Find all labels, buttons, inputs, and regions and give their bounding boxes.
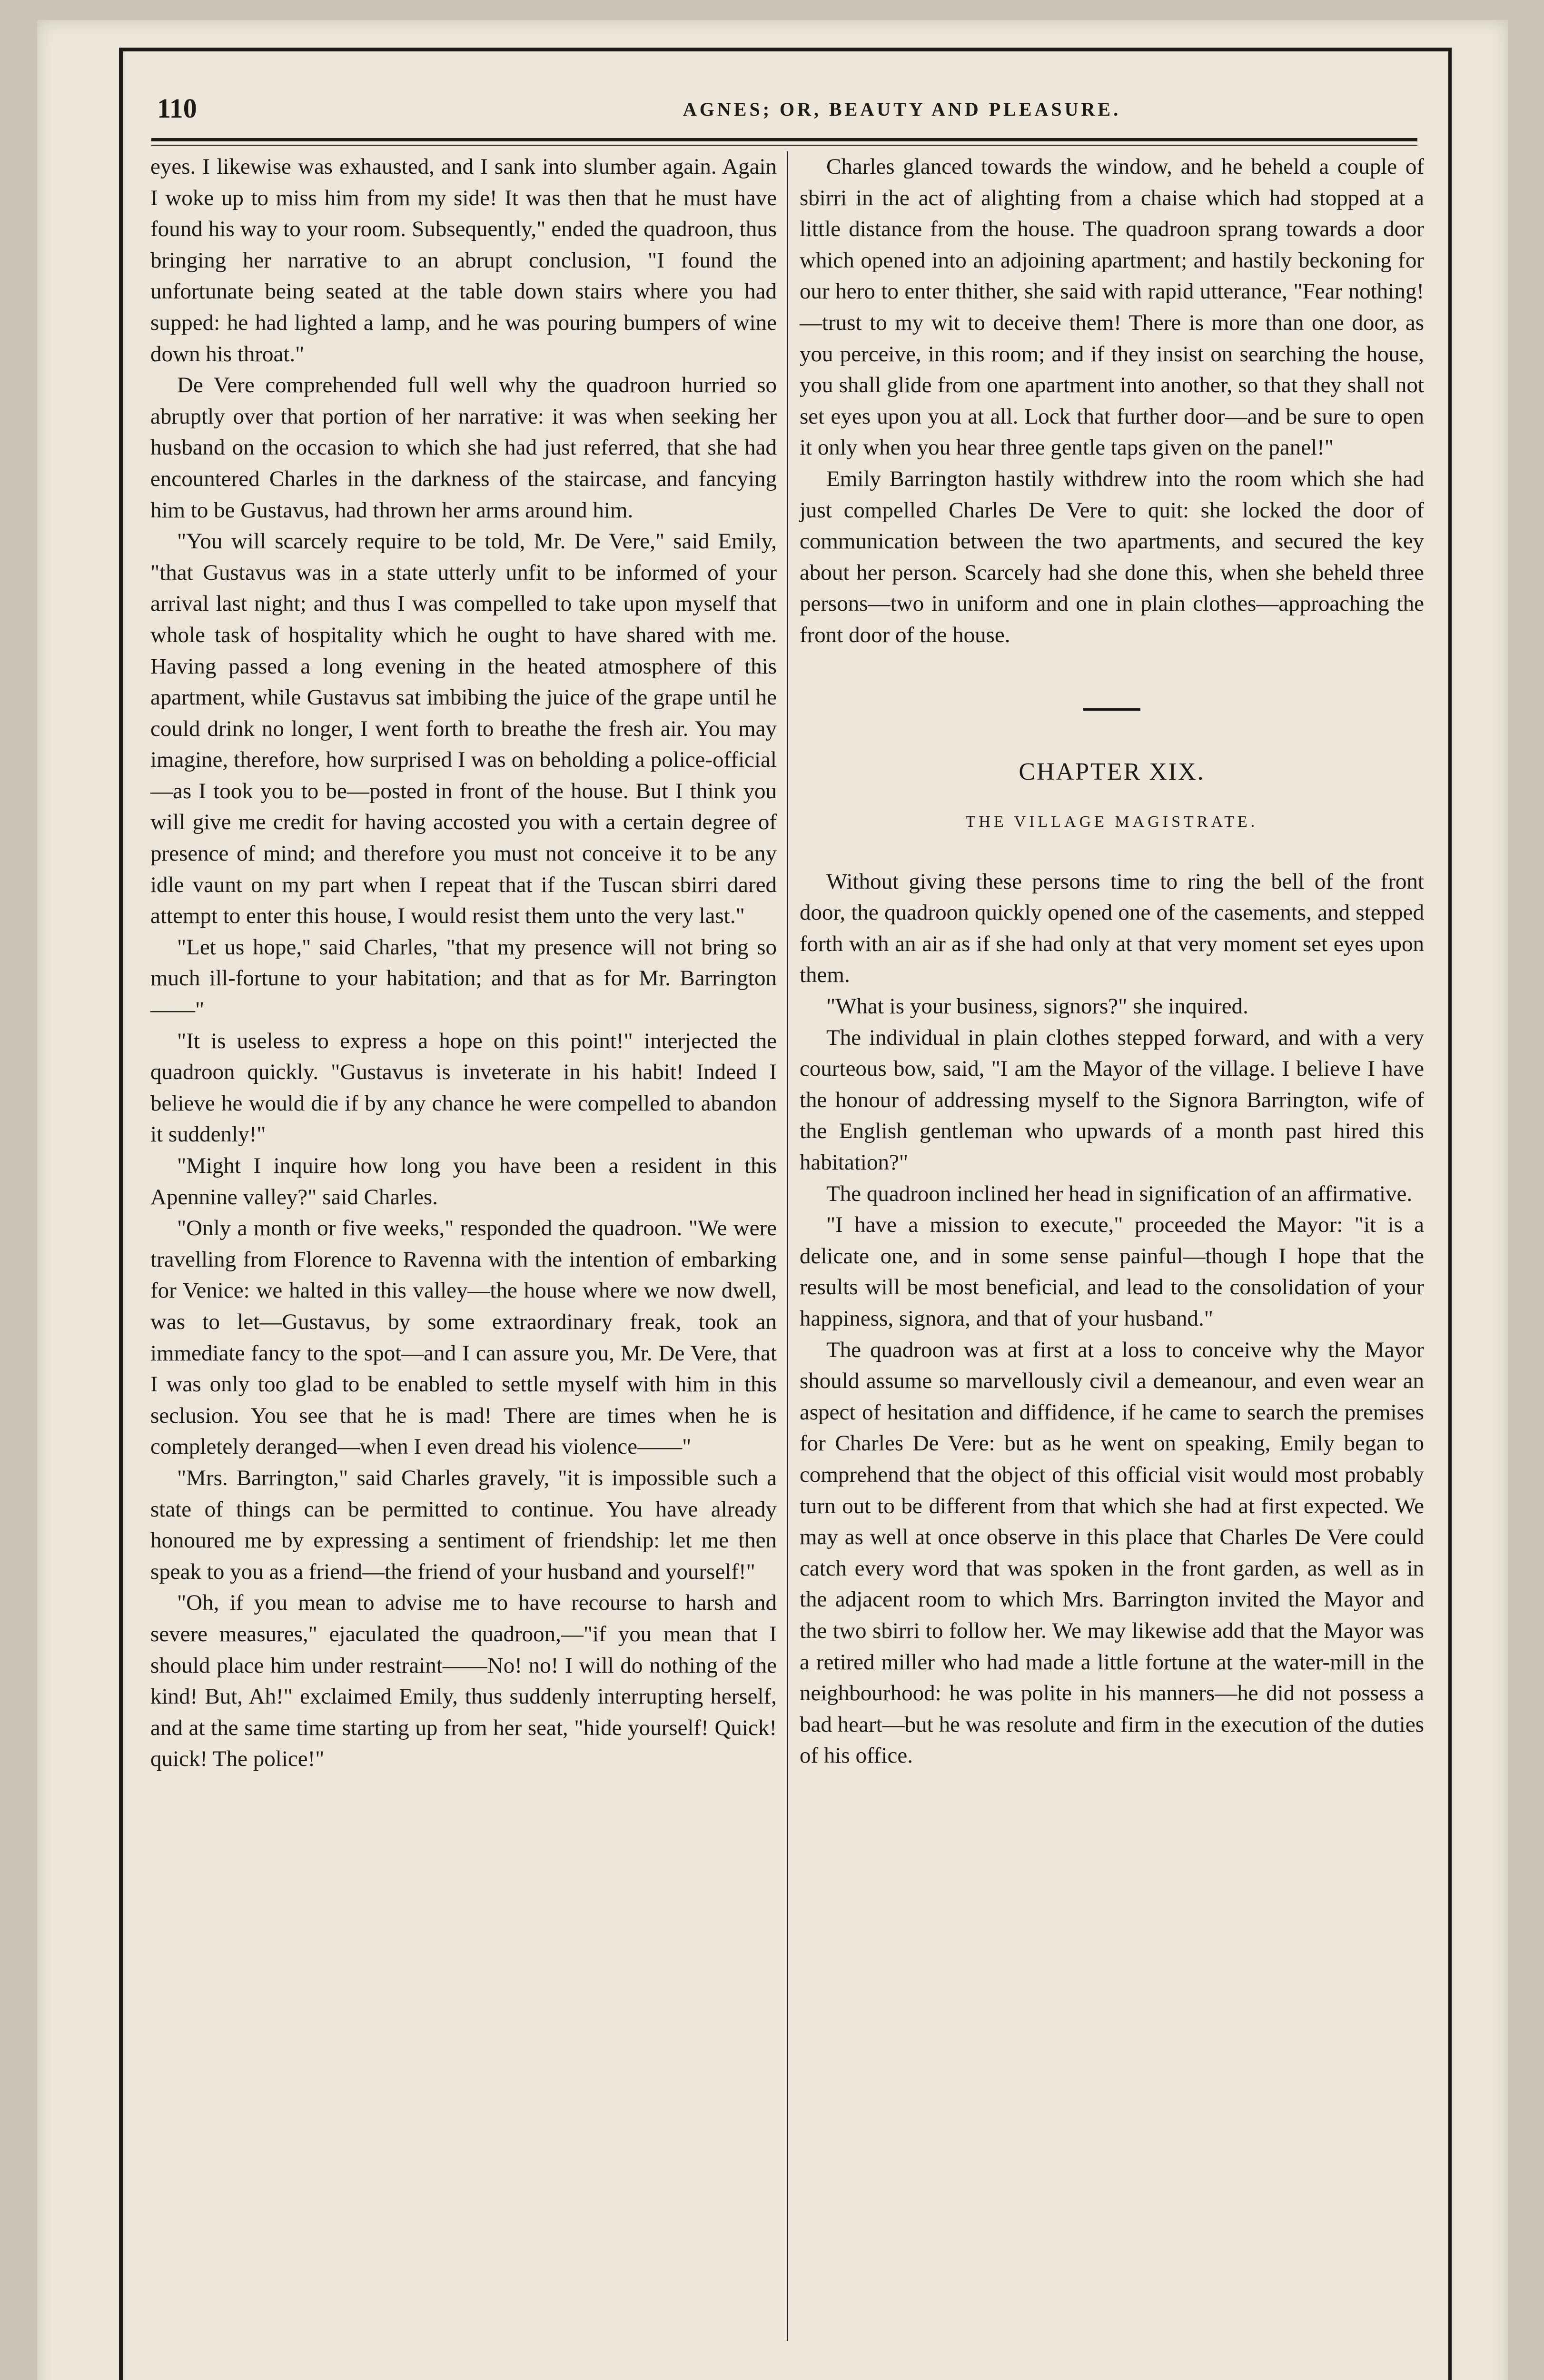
paragraph: The quadroon inclined her head in signification of an affirmative.	[826, 1181, 1413, 1206]
chapter-separator-rule	[1083, 708, 1140, 711]
paragraph: "What is your business, signors?" she inquired.	[826, 994, 1248, 1019]
page-header	[157, 89, 1409, 128]
header-rule	[151, 138, 1417, 141]
paragraph: "I have a mission to execute," proceeded the Mayor: "it is a delicate one, and in some sense painful—though I hope that the results will be most beneficial, and lead to the consolidation of your happiness, signora, and that of your husband."	[800, 1212, 1424, 1331]
right-column	[800, 151, 1424, 1772]
header-rule-thin	[151, 145, 1417, 146]
paragraph: The quadroon was at first at a loss to conceive why the Mayor should assume so marvellously civil a demeanour, and even wear an aspect of hesitation and diffidence, if he came to search the premises for Charles De Vere: but as he went on speaking, Emily began to comprehend that the object of this official visit would most probably turn out to be different from that which she had at first expected. We may as well at once observe in this place that Charles De Vere could catch every word that was spoken in the front garden, as well as in the adjacent room to which Mrs. Barrington invited the Mayor and the two sbirri to follow her. We may likewise add that the Mayor was a retired miller who had made a little fortune at the water-mill in the neighbourhood: he was polite in his manners—he did not possess a bad heart—but he was resolute and firm in the execution of the duties of his office.	[800, 1337, 1424, 1768]
column-divider	[787, 151, 788, 2341]
paragraph: "Mrs. Barrington," said Charles gravely, "it is impossible such a state of things can be permitted to continue. You have already honoured me by expressing a sentiment of friendship: let me then speak to you as a friend—the friend of your husband and yourself!"	[150, 1465, 777, 1584]
paragraph: Without giving these persons time to ring the bell of the front door, the quadroon quickly opened one of the casements, and stepped forth with an air as if she had only at that very moment set eyes upon them.	[800, 869, 1424, 988]
paragraph: The individual in plain clothes stepped forward, and with a very courteous bow, said, "I am the Mayor of the village. I believe I have the honour of addressing myself to the Signora Barrington, wife of the English gentleman who upwards of a month past hired this habitation?"	[800, 1025, 1424, 1175]
left-column	[150, 151, 777, 1775]
paragraph: "Only a month or five weeks," responded the quadroon. "We were travelling from Florence to Ravenna with the intention of embarking for Venice: we halted in this valley—the house where we now dwell, was to let—Gustavus, by some extraordinary freak, took an immediate fancy to the spot—and I can assure you, Mr. De Vere, that I was only too glad to be enabled to settle myself with him in this seclusion. You see that he is mad! There are times when he is completely deranged—when I even dread his violence——"	[150, 1216, 777, 1459]
paragraph: Charles glanced towards the window, and he beheld a couple of sbirri in the act of alighting from a chaise which had stopped at a little distance from the house. The quadroon sprang towards a door which opened into an adjoining apartment; and hastily beckoning for our hero to enter thither, she said with rapid utterance, "Fear nothing!—trust to my wit to deceive them! There is more than one door, as you perceive, in this room; and if they insist on searching the house, you shall glide from one apartment into another, so that they shall not set eyes upon you at all. Lock that further door—and be sure to open it only when you hear three gentle taps given on the panel!"	[800, 154, 1424, 460]
running-title: AGNES; OR, BEAUTY AND PLEASURE.	[683, 99, 1121, 120]
chapter-title: CHAPTER XIX.	[1019, 758, 1205, 785]
paragraph: "You will scarcely require to be told, Mr. De Vere," said Emily, "that Gustavus was in a state utterly unfit to be informed of your arrival last night; and thus I was compelled to take upon myself that whole task of hospitality which he ought to have shared with me. Having passed a long evening in the heated atmosphere of this apartment, while Gustavus sat imbibing the juice of the grape until he could drink no longer, I went forth to breathe the fresh air. You may imagine, therefore, how surprised I was on beholding a police-official—as I took you to be—posted in front of the house. But I think you will give me credit for having accosted you with a certain degree of presence of mind; and therefore you must not conceive it to be any idle vaunt on my part when I repeat that if the Tuscan sbirri dared attempt to enter this house, I would resist them unto the very last."	[150, 529, 777, 929]
page-number: 110	[157, 93, 197, 124]
paragraph: Emily Barrington hastily withdrew into the room which she had just compelled Charles De Vere to quit: she locked the door of communication between the two apartments, and secured the key about her person. Scarcely had she done this, when she beheld three persons—two in uniform and one in plain clothes—approaching the front door of the house.	[800, 466, 1424, 647]
paragraph: eyes. I likewise was exhausted, and I sank into slumber again. Again I woke up to miss him from my side! It was then that he must have found his way to your room. Subsequently," ended the quadroon, thus bringing her narrative to an abrupt conclusion, "I found the unfortunate being seated at the table down stairs where you had supped: he had lighted a lamp, and he was pouring bumpers of wine down his throat."	[150, 154, 777, 367]
paragraph: "It is useless to express a hope on this point!" interjected the quadroon quickly. "Gustavus is inveterate in his habit! Indeed I believe he would die if by any chance he were compelled to abandon it suddenly!"	[150, 1028, 777, 1147]
paragraph: De Vere comprehended full well why the quadroon hurried so abruptly over that portion of her narrative: it was when seeking her husband on the occasion to which she had just referred, that she had encountered Charles in the darkness of the staircase, and fancying him to be Gustavus, had thrown her arms around him.	[150, 373, 777, 523]
paragraph: "Might I inquire how long you have been a resident in this Apennine valley?" said Charles.	[150, 1153, 777, 1210]
chapter-subtitle: THE VILLAGE MAGISTRATE.	[965, 813, 1258, 831]
paragraph: "Oh, if you mean to advise me to have recourse to harsh and severe measures," ejaculated the quadroon,—"if you mean that I should place him under restraint——No! no! I will do nothing of the kind! But, Ah!" exclaimed Emily, thus suddenly interrupting herself, and at the same time starting up from her seat, "hide yourself! Quick! quick! The police!"	[150, 1590, 777, 1772]
paragraph: "Let us hope," said Charles, "that my presence will not bring so much ill-fortune to your habitation; and that as for Mr. Barrington——"	[150, 934, 777, 1022]
